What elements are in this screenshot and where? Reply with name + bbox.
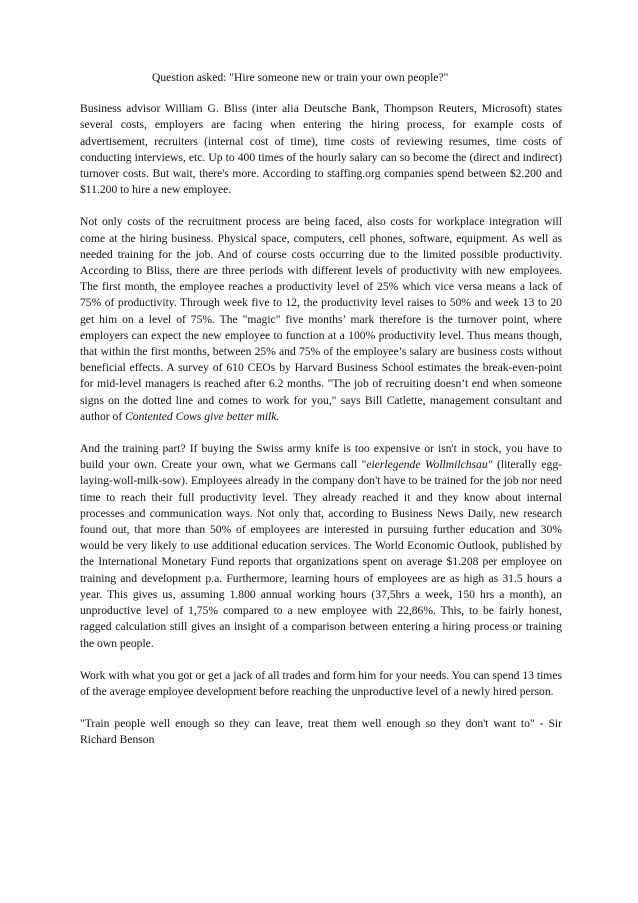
german-term: eierlegende Wollmilchsau"	[366, 458, 493, 472]
paragraph-training	[80, 441, 562, 652]
closing-quote: "Train people well enough so they can leave, treat them well enough so they don't want to" - Sir Richard Benson	[80, 717, 562, 747]
paragraph-integration-text: Not only costs of the recruitment process are being faced, also costs for workplace integration will come at the hiring business. Physical space, computers, cell phones, software, equipment. As well as needed training for the job. And of course costs occurring due to the limited possible productivity. According to Bliss, there are three periods with different levels of productivity with new employees. The first month, the employee reaches a productivity level of 25% which vice versa means a lack of 75% of productivity. Through week five to 12, the productivity level raises to 50% and week 13 to 20 get him on a level of 75%. The "magic" five months’ mark therefore is the turnover point, where employers can expect the new employee to function at a 100% productivity level. Thus means though, that within the first months, between 25% and 75% of the employee’s salary are business costs without beneficial effects. A survey of 610 CEOs by Harvard Business School estimates the break-even-point for mid-level managers is reached after 6.2 months. "The job of recruiting doesn’t end when someone signs on the dotted line and comes to work for you," says Bill Catlette, management consultant and author of	[80, 215, 562, 423]
paragraph-integration-costs	[80, 214, 562, 425]
paragraph-hiring-costs: Business advisor William G. Bliss (inter alia Deutsche Bank, Thompson Reuters, Microsoft) states several costs, employers are facing when entering the hiring process, for example costs of advertisement, recruiters (internal cost of time), time costs of reviewing resumes, time costs of conducting interviews, etc. Up to 400 times of the hourly salary can so become the (direct and indirect) turnover costs. But wait, there's more. According to staffing.org companies spend between $2.200 and $11.200 to hire a new employee.	[80, 102, 562, 197]
page-title: Question asked: "Hire someone new or train your own people?"	[152, 71, 449, 84]
paragraph-conclusion: Work with what you got or get a jack of all trades and form him for your needs. You can spend 13 times of the average employee development before reaching the unproductive level of a newly hired person.	[80, 668, 562, 698]
paragraph-training-rest: (literally egg-laying-woll-milk-sow). Employees already in the company don't have to be trained for the job nor need time to reach their full productivity level. They already reached it and they know about internal processes and communication ways. Not only that, according to Business News Daily, new research found out, that more than 50% of employees are interested in pursuing further education and 30% would be very likely to use additional education services. The World Economic Outlook, published by the International Monetary Fund reports that organizations spent on average $1.208 per employee on training and development p.a. Furthermore, learning hours of employees are as high as 31.5 hours a year. This gives us, assuming 1.800 annual working hours (37,5hrs a week, 150 hrs a month), an unproductive level of 1,75% compared to a new employee with 22,86%. This, to be fairly honest, ragged calculation still gives an insight of a comparison between entering a hiring process or training the own people.	[80, 458, 562, 650]
document-page	[80, 70, 562, 765]
book-title: Contented Cows give better milk	[125, 409, 277, 423]
paragraph-integration-end: .	[276, 409, 280, 423]
paragraph-training-start: And the training part? If buying the Swiss army knife is too expensive or isn't in stock, you have to build your own. Create your own, what we Germans call "	[80, 442, 562, 472]
